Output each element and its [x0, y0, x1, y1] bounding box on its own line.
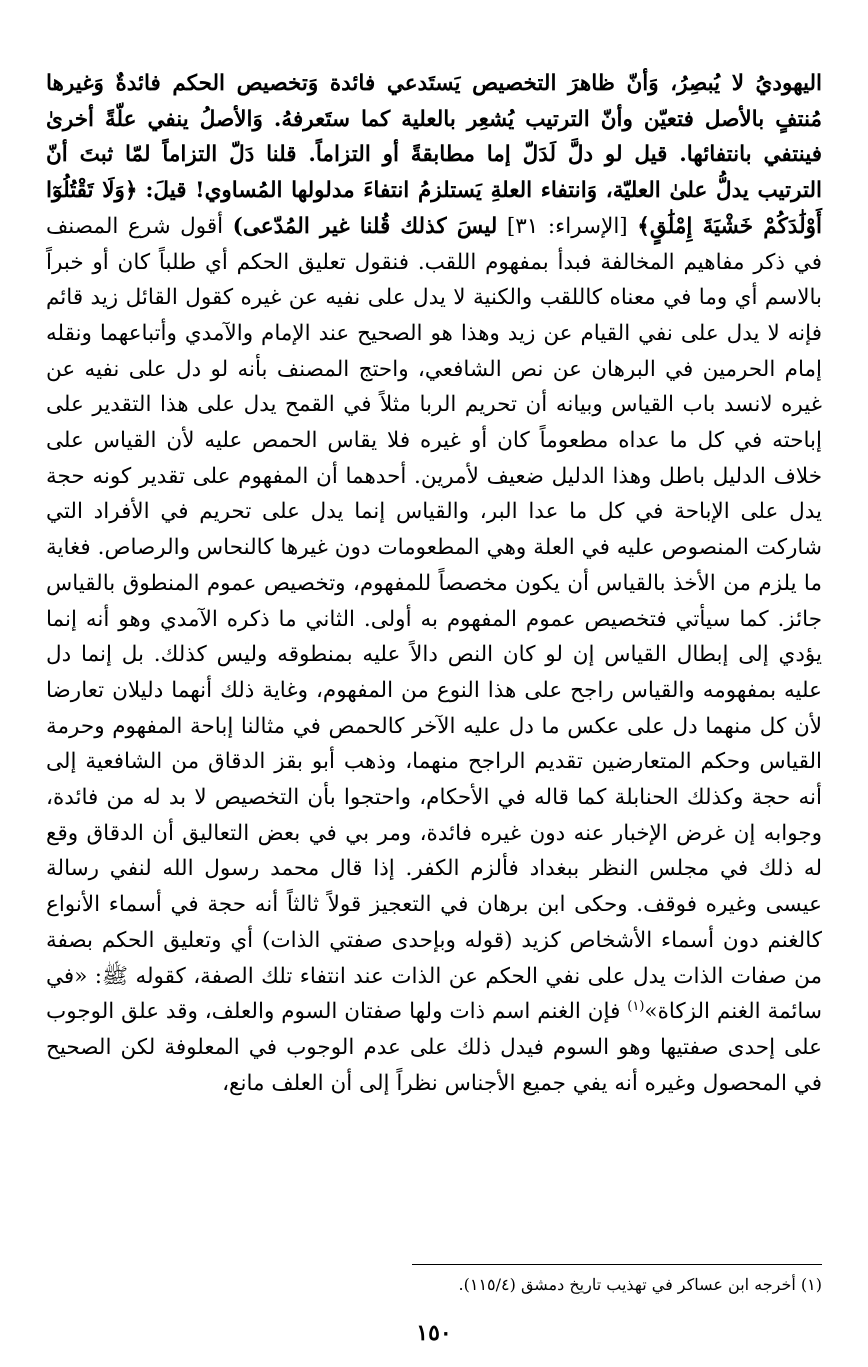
- body-text: [46, 66, 822, 1101]
- footnote: (١) أخرجه ابن عساكر في تهذيب تاريخ دمشق (١١٥/٤).: [458, 1275, 822, 1294]
- page-number: ١٥٠: [416, 1320, 452, 1346]
- quran-verse: ﴿وَلَا تَقْتُلُوٓا أَوْلَٰدَكُمْ خَشْيَةَ إِمْلَٰقٍ﴾: [46, 178, 822, 239]
- commentary-text: أقول شرع المصنف في ذكر مفاهيم المخالفة فبدأ بمفهوم اللقب. فنقول تعليق الحكم أي طلباً كان أو خبراً بالاسم أي وما في معناه كاللقب والكنية لا يدل على نفيه عن غيره كقول القائل زيد قائم فإنه لا يدل على نفي القيام عن زيد وهذا هو الصحيح عند الإمام والآمدي وأتباعهما ونقله إمام الحرمين في البرهان عن نص الشافعي، واحتج المصنف بأنه لو دل على نفيه عن غيره لانسد باب القياس وبيانه أن تحريم الربا مثلاً في القمح يدل على هذا التقدير على إباحته في كل ما عداه مطعوماً كان أو غيره فلا يقاس الحمص عليه لأن القياس على خلاف الدليل باطل وهذا الدليل ضعيف لأمرين. أحدهما أن المفهوم على تقدير كونه حجة يدل على الإباحة في كل ما عدا البر، والقياس إنما يدل على تحريم في الأفراد التي شاركت المنصوص عليه في العلة وهي المطعومات دون غيرها كالنحاس والرصاص. فغاية ما يلزم من الأخذ بالقياس أن يكون مخصصاً للمفهوم، وتخصيص عموم المنطوق بالقياس جائز. كما سيأتي فتخصيص عموم المفهوم به أولى. الثاني ما ذكره الآمدي وهو أنه إنما يؤدي إلى إبطال القياس إن لو كان النص دالاً عليه بمنطوقه وليس كذلك. بل إنما دل عليه بمفهومه والقياس راجح على هذا النوع من المفهوم، وغاية ذلك أنهما دليلان تعارضا لأن كل منهما دل على عكس ما دل عليه الآخر كالحمص في مثالنا إباحة المفهوم وحرمة القياس وحكم المتعارضين تقديم الراجح منهما، وذهب أبو بقز الدقاق من الشافعية إلى أنه حجة وكذلك الحنابلة كما قاله في الأحكام، واحتجوا بأن التخصيص لا بد له من فائدة، وجوابه إن غرض الإخبار عنه دون غيره فائدة، ومر بي في بعض التعاليق أن الدقاق وقع له ذلك في مجلس النظر ببغداد فألزم الكفر. إذا قال محمد رسول الله لنفي رسالة عيسى وغيره فوقف. وحكى ابن برهان في التعجيز قولاً ثالثاً أنه حجة في أسماء الأنواع كالغنم دون أسماء الأشخاص كزيد (قوله وبإحدى صفتي الذات) أي وتعليق الحكم بصفة من صفات الذات يدل على نفي الحكم عن الذات عند انتفاء تلك الصفة، كقوله ﷺ: «في سائمة الغنم الزكاة»: [46, 213, 822, 1025]
- footnote-marker[interactable]: (١): [627, 999, 645, 1015]
- matn-text-2: ليسَ كذلك قُلنا غير المُدّعى): [232, 213, 498, 239]
- footnote-divider: [412, 1264, 822, 1265]
- matn-text: اليهوديُ لا يُبصِرُ، وَأنّ ظاهرَ التخصيص يَستَدعي فائدة وَتخصيص الحكم فائدةٌ وَغيرها مُنتفٍ بالأصل فتعيّن وأنّ الترتيب يُشعِر بالعلية كما ستَعرفهُ. وَالأصلُ ينفي علّةً أخرىٰ فينتفي بانتفائها. قيل لو دلَّ لَدَلّ إما مطابقةً أو التزاماً. قلنا دَلّ التزاماً لمّا ثبتَ أنّ الترتيب يدلُّ علىٰ العليّة، وَانتفاء العلةِ يَستلزمُ انتفاءَ مدلولها المُساوي! قيلَ:: [46, 71, 823, 204]
- main-content: [46, 66, 822, 1101]
- commentary-text-2: فإن الغنم اسم ذات ولها صفتان السوم والعلف، وقد علق الوجوب على إحدى صفتيها وهو السوم فيدل ذلك على عدم الوجوب في المعلوفة لكن الصحيح في المحصول وغيره أنه يفي جميع الأجناس نظراً إلى أن العلف مانع،: [46, 999, 822, 1096]
- verse-citation: [الإسراء: ٣١]: [506, 213, 628, 239]
